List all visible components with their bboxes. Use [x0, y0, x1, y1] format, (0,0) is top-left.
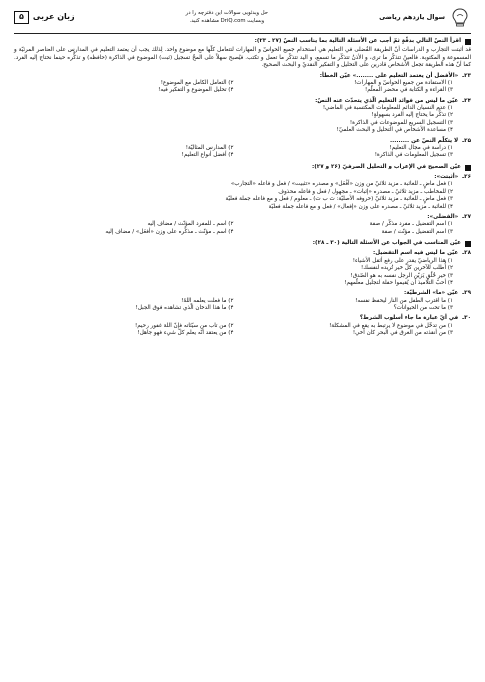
- section-heading-text: عيّن الصحيح في الإعراب و التحليل الصرفيّ (۲۶ و ۲۷):: [311, 163, 461, 170]
- question-text: عيّن ما ليس من فوائد التعليم الّذي يتحدّث عنه النصّ:: [315, 97, 459, 104]
- question-24: [14, 98, 471, 135]
- option-1[interactable]: ۱) فعل ماضٍ ـ للغائبة ـ مزيد ثلاثيّ من وزن «أفْعَل» و مصدره «تثبيت» / فعل و فاعله «التجارب»: [230, 181, 453, 188]
- option-1[interactable]: ۱) دراسة في مجال التعليم!: [389, 144, 453, 151]
- option-2[interactable]: ۲) تذكُّر ما يحتاج إليه الفرد بسهولةٍ!: [371, 112, 453, 119]
- header-notice-line2: وبسایت DriQ.com مشاهده کنید.: [189, 17, 265, 24]
- question-text: عيّن ما ليس فيه اسم التفضيل:: [373, 250, 459, 257]
- option-3[interactable]: ۳) القراءة و الكتابة في محضر المعلّم!: [364, 87, 453, 94]
- question-number: ۲۵ـ: [462, 137, 471, 144]
- option-4[interactable]: ۴) أفضل أنواع التعليم!: [181, 152, 234, 159]
- option-1[interactable]: ۱) من تدخّل في موضوع لا يرتبط به يقع في المشكلة!: [329, 322, 453, 329]
- square-bullet-icon: [465, 165, 471, 171]
- question-stem: [14, 138, 471, 145]
- option-1[interactable]: ۱) ما اقترب الطفل من النار ليحفظ نفسه!: [355, 297, 453, 304]
- question-23: [14, 73, 471, 95]
- header-subject-block: [14, 11, 75, 24]
- section-heading-text: اقرأ النصّ التالي بدقّةٍ ثمّ أجب عن الأسئلة التالية بما يناسب النصّ (۲۷ ـ ۲۳):: [254, 38, 461, 44]
- question-number: ۲۸ـ: [462, 250, 471, 257]
- subject-label: زبان عربی: [32, 12, 75, 22]
- option-3[interactable]: ۳) تسجيل المعلومات في الذاكرة!: [374, 152, 453, 159]
- question-number: ۲۴ـ: [462, 97, 471, 104]
- page-header: [14, 4, 471, 34]
- question-25: [14, 138, 471, 160]
- option-4[interactable]: ۴) ما هذا الدخان الّذي تشاهده فوق الجبل!: [135, 305, 234, 311]
- option-3[interactable]: ۳) من أنقذته من الغرق في البحر كان أخي!: [352, 330, 453, 337]
- square-bullet-icon: [465, 241, 471, 247]
- option-3[interactable]: ۳) التسجيل السريع للموضوعات في الذاكرة!: [349, 119, 453, 126]
- question-text: عيّن «ما» الشرطيّة:: [404, 290, 459, 297]
- option-3[interactable]: ۳) خير خُلُقٍ يَزيّن الرجل نفسه به هو الصّدق!: [350, 272, 453, 279]
- question-29: [14, 290, 471, 312]
- question-stem: [14, 250, 471, 257]
- option-2[interactable]: ۲) التعامل الكامل مع الموضوع!: [160, 79, 234, 86]
- question-stem: [14, 315, 471, 322]
- section-heading-text: عيّن المناسب في الجواب عن الأسئلة التالية (۳۰ ـ ۲۸):: [312, 240, 461, 246]
- option-3[interactable]: ۳) ما تحت من الحيوانات؟: [393, 305, 453, 311]
- section-heading-answers: [14, 240, 471, 247]
- page-number: ۵: [14, 11, 29, 24]
- reading-passage: قد أثبتت التجارب و الدراسات أنّ الطريقة الفُضلى في التعليم هي استخدام جميع الحواسّ و المهارات لتتعامل كلّها مع موضوع واحد. لِذلك يجب أن يعتمد التعليم في المدارس على العناصر المرئيّة و المسموعة و المكتوبة. فالعينُ تتذكّر ما ترى، و الأذنُ تتذكّر ما تسمع، و اليد تتذكّر ما تعمل و تكتب. فيُصبح سهلاً على المخّ تسجيل (ثبت) الموضوع في الذاكرة (حافظه) و تذكُّره حينما نحتاج إليه الفرد. كما أنّ هذه الطريقة تجعل الأشخاص قادرين على التحليل و التفكير النقديّ و البحث الصحيح.: [14, 47, 471, 69]
- option-2[interactable]: ۲) للمخاطب ـ مزيد ثلاثيّ ـ مصدره «إثبات» ـ مجهول / فعل و فاعله محذوف: [278, 188, 453, 195]
- option-2[interactable]: ۲) ما فعلت يعلمه اللهُ!: [181, 297, 234, 304]
- option-4[interactable]: ۴) من يعتقد أنّه يعلم كلّ شيء فهو جاهل!: [137, 330, 234, 337]
- square-bullet-icon: [465, 39, 471, 45]
- option-2[interactable]: ۲) اسم ـ للمفرد المؤنّث / مضاف إليه: [147, 221, 234, 228]
- question-text: «الفضلى»:: [427, 213, 459, 220]
- option-4[interactable]: ۴) مساعدة الأشخاص في التحليل و البحث العلميّ!: [336, 127, 453, 134]
- option-3[interactable]: ۳) فعل ماضٍ ـ للغائبة ـ مزيد ثلاثيّ (حروفه الأصليّة: ث ب ت) ـ معلوم / فعل و مع فاعله جملة فعليّة: [225, 196, 453, 203]
- question-number: ۳۰ـ: [462, 315, 471, 322]
- section-heading-reading: [14, 38, 471, 45]
- header-right-title: سوال یازدهم ریاضی: [379, 13, 445, 22]
- question-text: في أيّ عبارة ما جاء أسلوب الشرط؟: [359, 315, 459, 322]
- question-27: [14, 214, 471, 236]
- question-28: [14, 250, 471, 287]
- option-4[interactable]: ۴) أحبّ التلاميذ أن يُقيموا حفلة لتجليل معلّمهم!: [344, 279, 453, 286]
- question-stem: [14, 73, 471, 80]
- option-4[interactable]: ۴) تحليل الموضوع و التفكير فيه!: [158, 87, 234, 94]
- option-1[interactable]: ۱) الاستفادة من جميع الحواسّ و المهارات!: [354, 79, 453, 86]
- section-heading-grammar: [14, 164, 471, 171]
- option-4[interactable]: ۴) للغائبة ـ مزيد ثلاثيّ ـ مصدره على وزن «إفعال» / فعل و مع فاعله جملة فعليّة: [268, 203, 453, 210]
- header-notice-line1: حل ویدئویی سوالات این دفترچه را در: [185, 10, 269, 17]
- question-number: ۲۳ـ: [462, 72, 471, 79]
- option-1[interactable]: ۱) هذا الرياضيّ يقدر على رفع أثقل الأشياء!: [352, 257, 453, 264]
- header-notice: [186, 10, 268, 25]
- option-2[interactable]: ۲) المدارس المثاليّة!: [185, 144, 234, 151]
- question-text: لا يتكلّم النصّ عن .........: [390, 137, 459, 144]
- option-2[interactable]: ۲) من تاب من سيّئاته فإنّ اللهَ غفور رحيم!: [134, 322, 234, 329]
- option-1[interactable]: ۱) اسم التفضيل ـ مفرد مذكّر / صفة: [369, 221, 453, 228]
- header-title-block: [379, 7, 471, 29]
- question-number: ۲۶ـ: [462, 174, 471, 180]
- question-stem: [14, 98, 471, 105]
- option-1[interactable]: ۱) عدم النسيان الدائم للمعلومات المكتسبة في الماضي!: [322, 105, 453, 111]
- question-number: ۲۹ـ: [462, 290, 471, 297]
- question-number: ۲۷ـ: [462, 213, 471, 220]
- question-text: «الأفضل أن يعتمد التعليم على ........» عيّن الخطأ:: [319, 72, 459, 79]
- question-text: «أثبتت»:: [434, 174, 459, 180]
- question-stem: [14, 290, 471, 297]
- question-30: [14, 315, 471, 337]
- lightbulb-logo-icon: [449, 7, 471, 29]
- option-4[interactable]: ۴) اسم ـ مؤنّث ـ مذكّره على وزن «أفعَل» / مضاف إليه: [105, 228, 234, 235]
- option-2[interactable]: ۲) أُطلب للآخرين كلّ خير تُريده لنفسك!: [361, 265, 453, 272]
- question-26: [14, 174, 471, 211]
- option-3[interactable]: ۳) اسم التفضيل ـ مؤنّث / صفة: [381, 228, 453, 235]
